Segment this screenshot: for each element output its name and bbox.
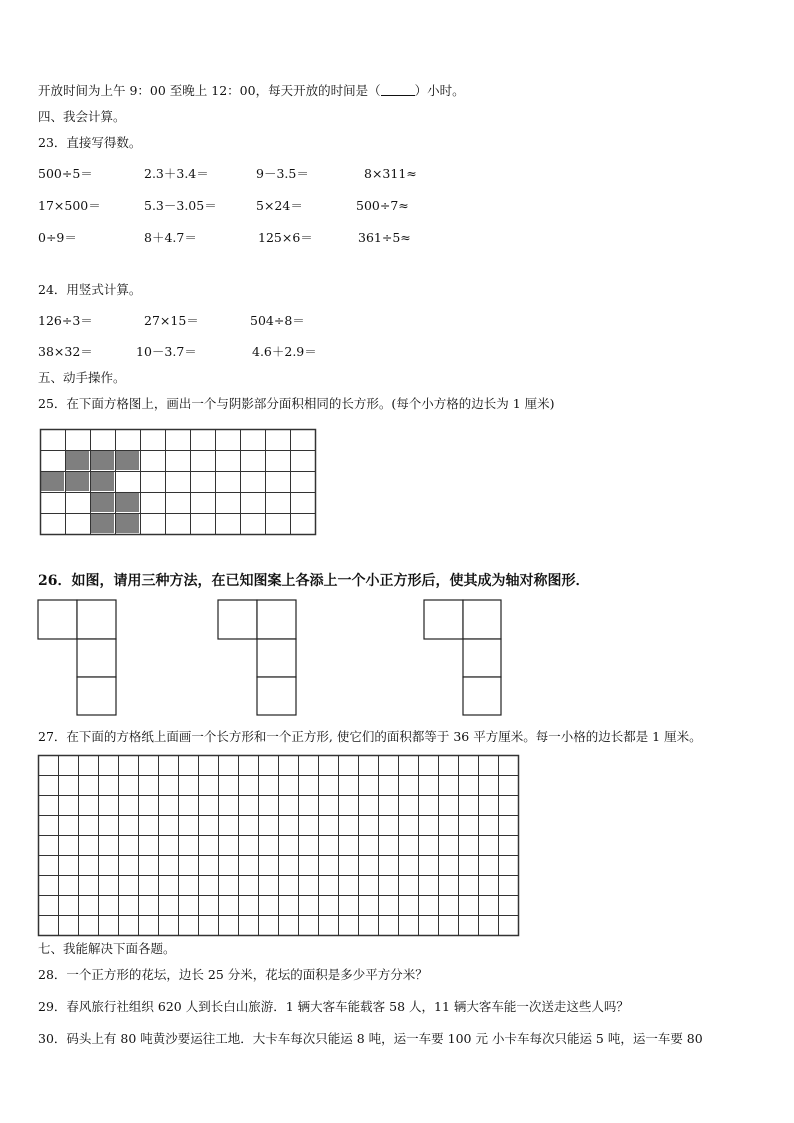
q23-item: 5×24＝: [256, 198, 303, 213]
shaded-cell: [116, 493, 139, 512]
q24-item: 4.6＋2.9＝: [252, 344, 317, 359]
shaded-cell: [66, 451, 89, 470]
q23-item: 8×311≈: [364, 166, 417, 181]
q28-text: 28．一个正方形的花坛，边长 25 分米，花坛的面积是多少平方分米？: [38, 967, 428, 982]
q23-item: 125×6＝: [258, 230, 313, 245]
q22-text-after: ）小时。: [414, 83, 465, 98]
q25-grid-figure[interactable]: [40, 429, 316, 555]
section-5-heading: 五、动手操作。: [38, 370, 126, 385]
q23-item: 0÷9＝: [38, 230, 77, 245]
shaded-cell: [66, 472, 89, 491]
section-7-heading: 七、我能解决下面各题。: [38, 941, 176, 956]
q30-text: 30．码头上有 80 吨黄沙要运往工地．大卡车每次只能运 8 吨，运一车要 100 元 小卡车每次只能运 5 吨，运一车要 80: [38, 1031, 703, 1046]
q29-text: 29．春风旅行社组织 620 人到长白山旅游．1 辆大客车能载客 58 人，11 辆大客车能一次送走这些人吗？: [38, 999, 629, 1014]
q23-title: 23．直接写得数。: [38, 135, 142, 150]
q24-item: 126÷3＝: [38, 313, 93, 328]
q24-item: 38×32＝: [38, 344, 93, 359]
q23-item: 9－3.5＝: [256, 166, 309, 181]
q22-text-before: 开放时间为上午 9：00 至晚上 12：00，每天开放的时间是（: [38, 83, 381, 98]
q24-item: 27×15＝: [144, 313, 199, 328]
q27-grid-paper[interactable]: [38, 755, 518, 935]
q23-item: 5.3－3.05＝: [144, 198, 217, 213]
answer-blank[interactable]: [381, 83, 415, 96]
q23-item: 17×500＝: [38, 198, 101, 213]
shaded-cell: [91, 514, 114, 533]
section-4-heading: 四、我会计算。: [38, 109, 126, 124]
q25-title: 25．在下面方格图上，画出一个与阴影部分面积相同的长方形。(每个小方格的边长为 1 厘米): [38, 396, 555, 411]
q22-tail: [38, 83, 465, 99]
shaded-cell: [116, 514, 139, 533]
q26-figure-3: [424, 600, 501, 715]
q23-item: 500÷7≈: [356, 198, 409, 213]
shaded-cell: [116, 451, 139, 470]
q24-item: 504÷8＝: [250, 313, 305, 328]
q26-figure-2: [218, 600, 296, 715]
shaded-cell: [91, 451, 114, 470]
q26-figures[interactable]: [0, 598, 794, 718]
q23-item: 361÷5≈: [358, 230, 411, 245]
q24-title: 24．用竖式计算。: [38, 282, 142, 297]
q23-item: 2.3＋3.4＝: [144, 166, 209, 181]
q27-title: 27．在下面的方格纸上面画一个长方形和一个正方形, 使它们的面积都等于 36 平方厘米。每一小格的边长都是 1 厘米。: [38, 729, 702, 744]
q24-item: 10－3.7＝: [136, 344, 197, 359]
shaded-cell: [91, 493, 114, 512]
q26-figure-1: [38, 600, 116, 715]
shaded-cell: [41, 472, 64, 491]
q23-item: 8＋4.7＝: [144, 230, 197, 245]
shaded-cell: [91, 472, 114, 491]
q26-title: 26．如图，请用三种方法，在已知图案上各添上一个小正方形后，使其成为轴对称图形．: [38, 573, 590, 589]
q23-item: 500÷5＝: [38, 166, 93, 181]
